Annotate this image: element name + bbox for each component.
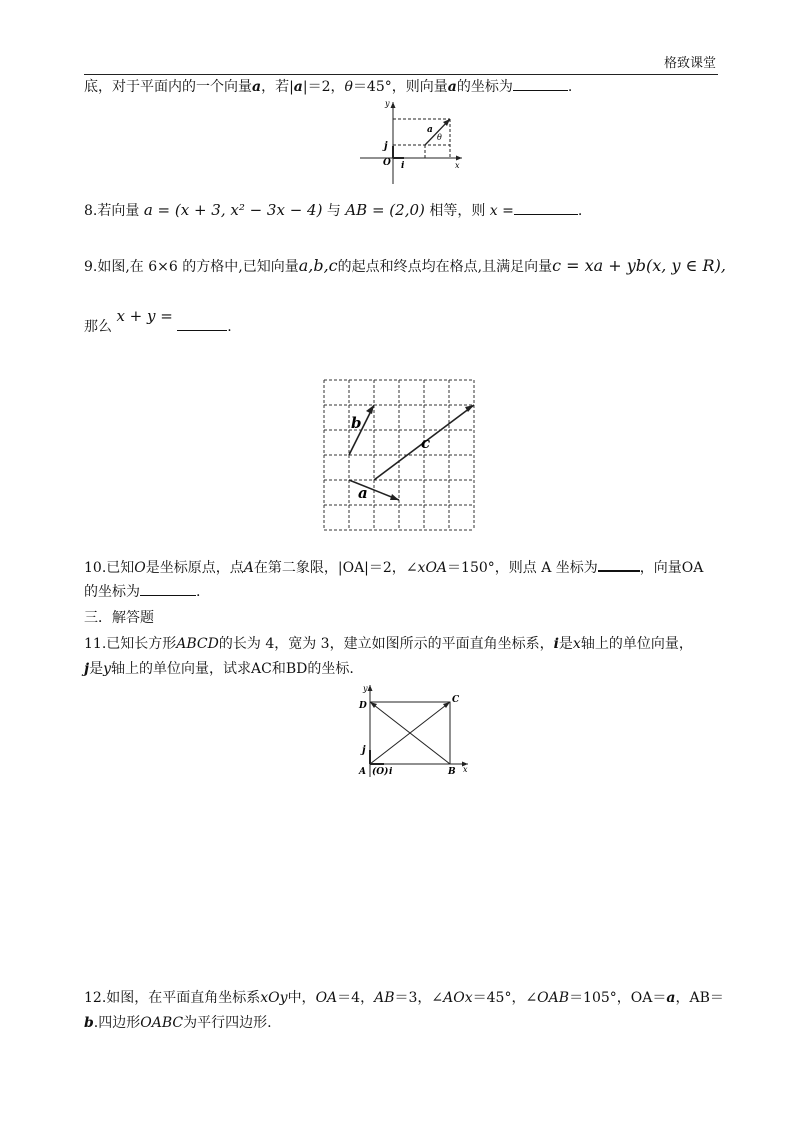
q7-answer-blank[interactable] <box>513 76 568 91</box>
q7-text: 底，对于平面内的一个向量a，若|a|＝2，θ＝45°，则向量a的坐标为 . <box>84 76 572 96</box>
q11-fig-i-label: i <box>389 767 393 777</box>
q11-rectangle-figure <box>350 680 476 780</box>
q11-fig-j-label: j <box>362 745 366 756</box>
q11-fig-b-label: B <box>448 767 456 777</box>
q7-fig-y-label: y <box>385 99 390 108</box>
q10-line1: 10.已知O是坐标原点，点A在第二象限，|OA|＝2，∠xOA＝150°，则点 A 坐标为 ，向量OA <box>84 556 703 577</box>
q12-line1: 12.如图，在平面直角坐标系xOy中，OA＝4，AB＝3，∠AOx＝45°，∠OAB＝105°，OA＝a，AB＝ <box>84 990 724 1006</box>
q9-fig-c-label: c <box>421 434 431 452</box>
q10-line2: 的坐标为 . <box>84 581 200 601</box>
q7-fig-i-label: i <box>401 161 405 171</box>
q11-fig-y-label: y <box>363 684 368 693</box>
header-brand: 格致课堂 <box>663 56 716 71</box>
q7-fig-a-label: a <box>427 125 433 135</box>
q9-line1: 9.如图,在 6×6 的方格中,已知向量a,b,c的起点和终点均在格点,且满足向量c = xa + yb(x, y ∈ R), <box>84 256 726 275</box>
q11-fig-o-label: (O) <box>372 767 389 777</box>
q8-text: 8.若向量 a = (x + 3, x² − 3x − 4) 与 AB = (2,0) 相等，则 x = . <box>84 201 583 219</box>
q11-line1: 11.已知长方形ABCD的长为 4，宽为 3，建立如图所示的平面直角坐标系，i是x轴上的单位向量， <box>84 636 693 652</box>
q7-coordinate-figure <box>360 96 470 188</box>
q12-line2: b.四边形OABC为平行四边形. <box>84 1015 272 1031</box>
q7-fig-origin-label: O <box>383 158 391 168</box>
q7-fig-x-label: x <box>455 161 460 170</box>
q7-fig-j-label: j <box>384 141 388 152</box>
q11-fig-a-label: A <box>359 767 366 777</box>
q10-point-blank[interactable] <box>598 556 640 572</box>
q8-answer-blank[interactable] <box>514 200 578 215</box>
q7-fig-theta-label: θ <box>437 133 442 142</box>
q11-fig-c-label: C <box>452 695 460 705</box>
q11-line2: j是y轴上的单位向量，试求AC和BD的坐标. <box>84 661 354 677</box>
section-title: 三．解答题 <box>84 610 154 626</box>
q9-line2: 那么 x + y = . <box>84 307 232 335</box>
q9-fig-a-label: a <box>358 484 368 502</box>
q9-answer-blank[interactable] <box>177 316 227 331</box>
q9-grid-figure <box>320 376 478 532</box>
q9-fig-b-label: b <box>351 414 362 432</box>
q10-vector-blank[interactable] <box>140 581 196 596</box>
q11-fig-d-label: D <box>359 701 367 711</box>
q11-fig-x-label: x <box>463 765 468 774</box>
header-divider <box>84 74 718 75</box>
